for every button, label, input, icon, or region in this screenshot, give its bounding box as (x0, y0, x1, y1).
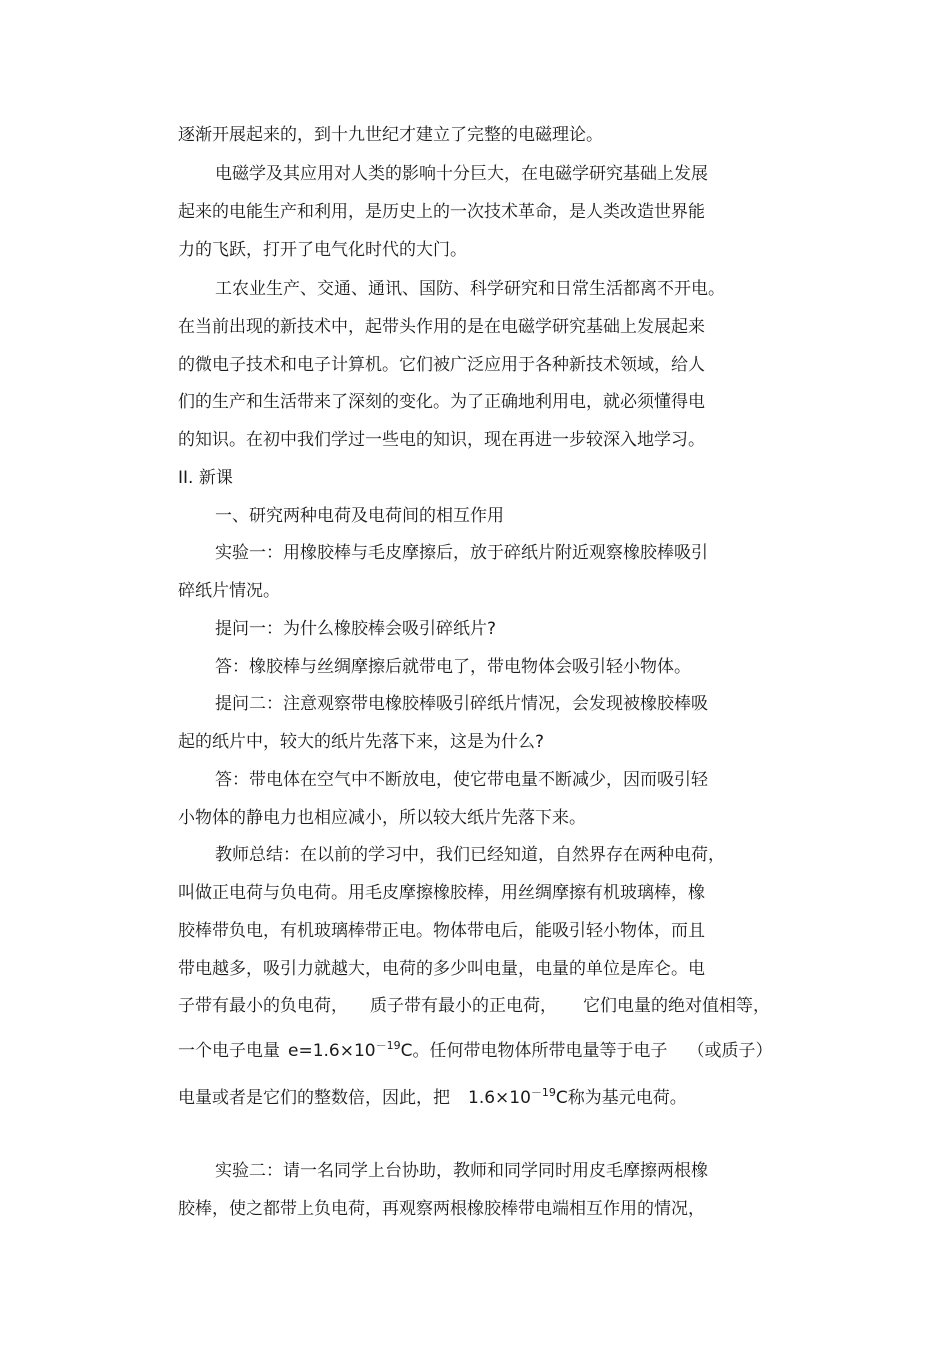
answer-line: 答：橡胶棒与丝绸摩擦后就带电了，带电物体会吸引轻小物体。 (215, 657, 691, 677)
text-segment: 子带有最小的负电荷， (178, 996, 348, 1016)
paragraph-line: 碎纸片情况。 (178, 581, 280, 601)
answer-line: 小物体的静电力也相应减小，所以较大纸片先落下来。 (178, 808, 586, 828)
paragraph-line: 实验二：请一名同学上台协助，教师和同学同时用皮毛摩擦两根橡 (215, 1161, 708, 1181)
paragraph-line: 逐渐开展起来的，到十九世纪才建立了完整的电磁理论。 (178, 125, 603, 145)
text-segment: C。任何带电物体所带电量等于电子 (400, 1041, 668, 1061)
exponent: －19 (375, 1039, 401, 1052)
paragraph-line (178, 995, 770, 1017)
question-line: 提问二：注意观察带电橡胶棒吸引碎纸片情况，会发现被橡胶棒吸 (215, 694, 708, 714)
paragraph-line: 的知识。在初中我们学过一些电的知识，现在再进一步较深入地学习。 (178, 430, 705, 450)
paragraph-line (178, 1082, 687, 1109)
paragraph-line (178, 1035, 773, 1062)
paragraph-line: 叫做正电荷与负电荷。用毛皮摩擦橡胶棒，用丝绸摩擦有机玻璃棒，橡 (178, 883, 705, 903)
paragraph-line: 们的生产和生活带来了深刻的变化。为了正确地利用电，就必须懂得电 (178, 392, 705, 412)
paragraph-line: 工农业生产、交通、通讯、国防、科学研究和日常生活都离不开电。 (215, 279, 725, 299)
text-segment: C称为基元电荷。 (555, 1088, 687, 1108)
paragraph-line: 实验一：用橡胶棒与毛皮摩擦后，放于碎纸片附近观察橡胶棒吸引 (215, 543, 708, 563)
paragraph-line: 电磁学及其应用对人类的影响十分巨大，在电磁学研究基础上发展 (215, 164, 708, 184)
paragraph-line: 力的飞跃，打开了电气化时代的大门。 (178, 240, 467, 260)
question-line: 提问一：为什么橡胶棒会吸引碎纸片? (215, 619, 497, 639)
formula-text: e=1.6×10 (288, 1041, 376, 1061)
paragraph-line: 带电越多，吸引力就越大，电荷的多少叫电量，电量的单位是库仑。电 (178, 959, 705, 979)
question-line: 起的纸片中，较大的纸片先落下来，这是为什么? (178, 732, 545, 752)
formula-text: 1.6×10 (468, 1088, 531, 1108)
text-segment: 它们电量的绝对值相等， (583, 996, 770, 1016)
text-segment: 质子带有最小的正电荷， (370, 996, 557, 1016)
paragraph-line: 起来的电能生产和利用，是历史上的一次技术革命，是人类改造世界能 (178, 202, 705, 222)
paragraph-line: 胶棒带负电，有机玻璃棒带正电。物体带电后，能吸引轻小物体，而且 (178, 921, 705, 941)
exponent: －19 (530, 1086, 556, 1099)
paragraph-line: 胶棒，使之都带上负电荷，再观察两根橡胶棒带电端相互作用的情况， (178, 1199, 705, 1219)
section-heading: II. 新课 (178, 468, 233, 488)
text-segment: （或质子） (687, 1041, 773, 1061)
paragraph-line: 在当前出现的新技术中，起带头作用的是在电磁学研究基础上发展起来 (178, 317, 705, 337)
paragraph-line: 教师总结：在以前的学习中，我们已经知道，自然界存在两种电荷， (215, 845, 725, 865)
subsection-heading: 一、研究两种电荷及电荷间的相互作用 (215, 506, 504, 526)
answer-line: 答：带电体在空气中不断放电，使它带电量不断减少，因而吸引轻 (215, 770, 708, 790)
text-segment: 一个电子电量 (178, 1041, 280, 1061)
paragraph-line: 的微电子技术和电子计算机。它们被广泛应用于各种新技术领域，给人 (178, 355, 705, 375)
text-segment: 电量或者是它们的整数倍，因此，把 (178, 1088, 450, 1108)
